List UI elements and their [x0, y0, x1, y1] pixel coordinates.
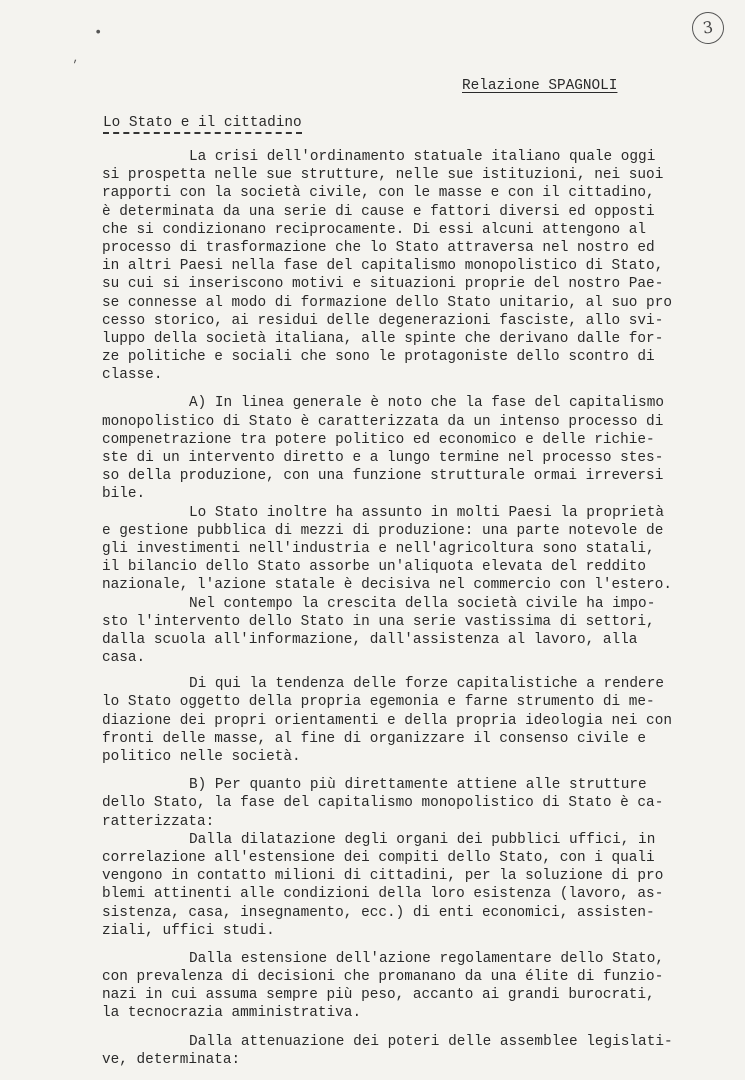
text-line: sto l'intervento dello Stato in una serie vastissima di settori,	[102, 613, 655, 630]
text-line: si prospetta nelle sue strutture, nelle sue istituzioni, nei suoi	[102, 167, 664, 184]
text-line: nazi in cui assuma sempre più peso, accanto ai grandi burocrati,	[102, 987, 655, 1004]
text-line: ve, determinata:	[102, 1051, 241, 1068]
text-line: ze politiche e sociali che sono le protagoniste dello scontro di	[102, 349, 655, 366]
section-title: Lo Stato e il cittadino	[103, 115, 302, 134]
text-line: bile.	[102, 486, 146, 503]
text-line: monopolistico di Stato è caratterizzata da un intenso processo di	[102, 413, 664, 430]
text-line: Dalla attenuazione dei poteri delle assemblee legislati-	[189, 1033, 673, 1050]
text-line: Dalla dilatazione degli organi dei pubblici uffici, in	[189, 831, 656, 848]
ink-stroke-mark: '	[67, 57, 80, 73]
text-line: diazione dei propri orientamenti e della propria ideologia nei con	[102, 712, 672, 729]
text-line: sistenza, casa, insegnamento, ecc.) di enti economici, assisten-	[102, 904, 655, 921]
text-line: B) Per quanto più direttamente attiene alle strutture	[189, 777, 647, 794]
text-line: correlazione all'estensione dei compiti dello Stato, con i quali	[102, 849, 655, 866]
paragraph	[102, 675, 682, 766]
text-line: compenetrazione tra potere politico ed economico e delle richie-	[102, 431, 655, 448]
text-line: gli investimenti nell'industria e nell'agricoltura sono statali,	[102, 540, 655, 557]
text-line: con prevalenza di decisioni che promanano da una élite di funzio-	[102, 969, 664, 986]
paragraph	[102, 950, 682, 1023]
text-line: dello Stato, la fase del capitalismo monopolistico di Stato è ca-	[102, 795, 664, 812]
report-title: Relazione SPAGNOLI	[462, 78, 618, 94]
text-line: la tecnocrazia amministrativa.	[102, 1005, 362, 1022]
text-line: su cui si inseriscono motivi e situazioni proprie del nostro Pae-	[102, 276, 664, 293]
ink-dot-mark: •	[94, 25, 103, 41]
text-line: politico nelle società.	[102, 749, 301, 765]
text-line: casa.	[102, 650, 146, 667]
text-line: ste di un intervento diretto e a lungo termine nel processo stes-	[102, 450, 664, 466]
text-line: il bilancio dello Stato assorbe un'aliquota elevata del reddito	[102, 559, 647, 576]
text-line: so della produzione, con una funzione strutturale ormai irreversi	[102, 468, 664, 485]
paragraph	[102, 394, 682, 503]
text-line: rapporti con la società civile, con le masse e con il cittadino,	[102, 185, 655, 202]
text-line: se connesse al modo di formazione dello Stato unitario, al suo pro	[102, 294, 672, 311]
text-line: ratterizzata:	[102, 813, 215, 830]
page-number-circle: 3	[690, 10, 726, 46]
text-line: luppo della società italiana, alle spinte che derivano dalle for-	[102, 330, 664, 347]
text-line: dalla scuola all'informazione, dall'assistenza al lavoro, alla	[102, 631, 638, 648]
paragraph	[102, 1033, 682, 1069]
paragraph	[102, 595, 682, 668]
text-line: ziali, uffici studi.	[102, 922, 275, 939]
paragraph	[102, 831, 682, 940]
text-line: nazionale, l'azione statale è decisiva nel commercio con l'estero.	[102, 577, 672, 594]
text-line: blemi attinenti alle condizioni della loro esistenza (lavoro, as-	[102, 886, 664, 903]
text-line: che si condizionano reciprocamente. Di essi alcuni attengono al	[102, 221, 647, 238]
paragraph	[102, 776, 682, 831]
text-line: classe.	[102, 367, 163, 384]
paragraph	[102, 148, 682, 384]
text-line: lo Stato oggetto della propria egemonia e farne strumento di me-	[102, 694, 655, 711]
text-line: e gestione pubblica di mezzi di produzione: una parte notevole de	[102, 522, 664, 539]
text-line: Dalla estensione dell'azione regolamentare dello Stato,	[189, 950, 664, 967]
text-line: in altri Paesi nella fase del capitalismo monopolistico di Stato,	[102, 258, 664, 275]
body-text	[102, 148, 682, 1069]
text-line: è determinata da una serie di cause e fattori diversi ed opposti	[102, 203, 655, 220]
text-line: La crisi dell'ordinamento statuale italiano quale oggi	[189, 149, 656, 165]
text-line: Lo Stato inoltre ha assunto in molti Paesi la proprietà	[189, 504, 664, 521]
text-line: A) In linea generale è noto che la fase del capitalismo	[189, 395, 664, 412]
text-line: fronti delle masse, al fine di organizzare il consenso civile e	[102, 730, 647, 747]
text-line: vengono in contatto milioni di cittadini, per la soluzione di pro	[102, 868, 664, 885]
text-line: processo di trasformazione che lo Stato attraversa nel nostro ed	[102, 239, 655, 256]
paragraph	[102, 504, 682, 595]
text-line: cesso storico, ai residui delle degenerazioni fasciste, allo svi-	[102, 312, 664, 329]
text-line: Nel contempo la crescita della società civile ha impo-	[189, 595, 656, 612]
text-line: Di qui la tendenza delle forze capitalistiche a rendere	[189, 676, 664, 693]
